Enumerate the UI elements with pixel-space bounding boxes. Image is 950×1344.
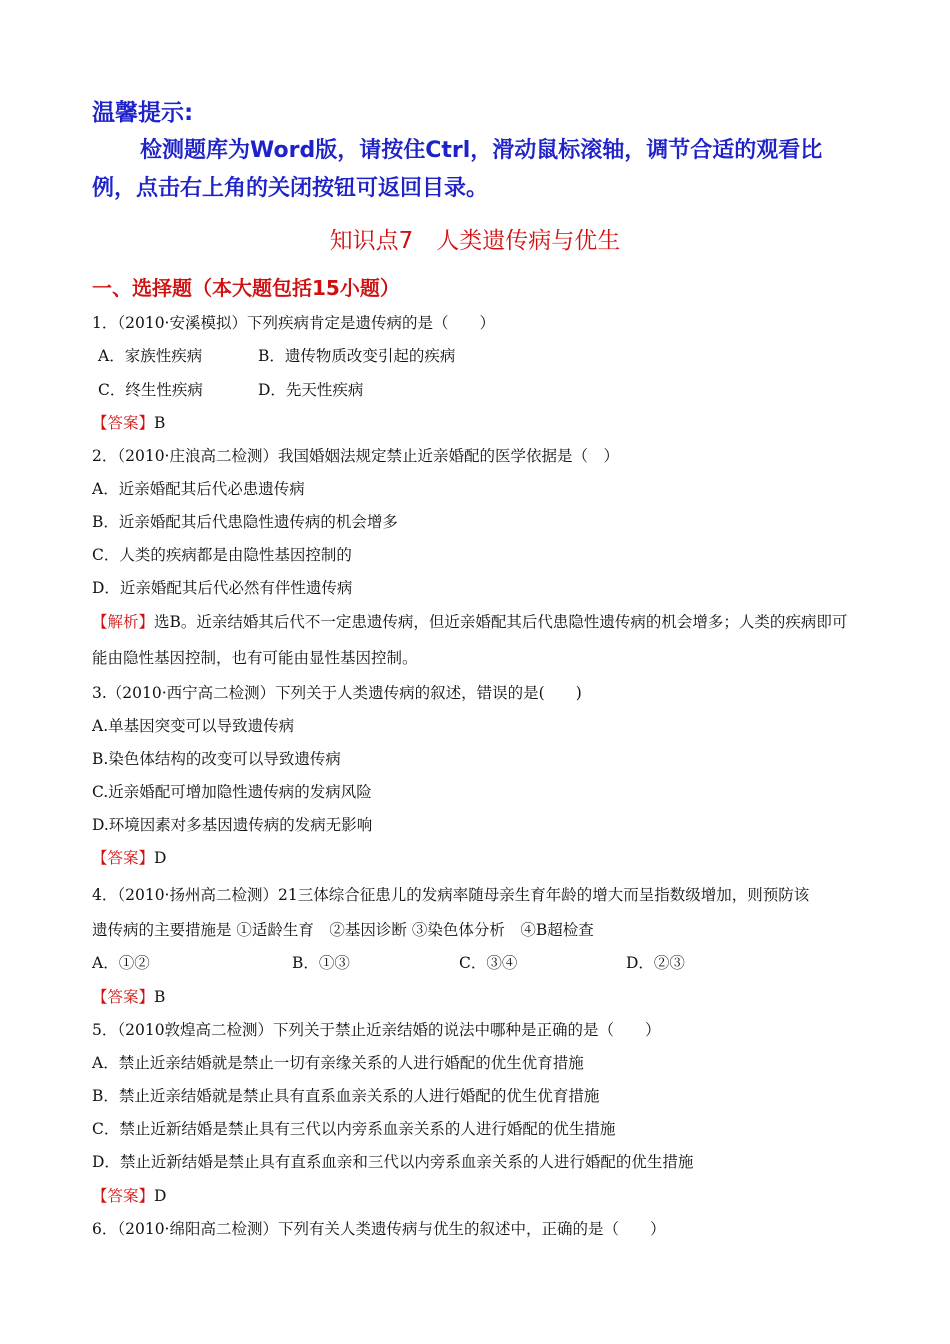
q2-analysis	[92, 604, 862, 676]
q5-stem: 5．（2010敦煌高二检测）下列关于禁止近亲结婚的说法中哪种是正确的是（ ）	[92, 1021, 661, 1039]
topic-title: 知识点7 人类遗传病与优生	[329, 228, 621, 254]
q3-answer	[92, 848, 166, 868]
q4-stem-line1: 4．（2010·扬州高二检测）21三体综合征患儿的发病率随母亲生育年龄的增大而呈指数级增加，则预防该	[92, 886, 810, 904]
q6-stem: 6．（2010·绵阳高二检测）下列有关人类遗传病与优生的叙述中，正确的是（ ）	[92, 1220, 666, 1238]
hint-title: 温馨提示:	[92, 100, 194, 126]
q3-option-c: C.近亲婚配可增加隐性遗传病的发病风险	[92, 783, 372, 801]
hint-body: 检测题库为Word版，请按住Ctrl，滑动鼠标滚轴，调节合适的观看比例，点击右上角的关闭按钮可返回目录。	[92, 138, 823, 201]
analysis-text: 选B。近亲结婚其后代不一定患遗传病，但近亲婚配其后代患隐性遗传病的机会增多；人类的疾病即可能由隐性基因控制，也有可能由显性基因控制。	[92, 613, 848, 667]
q4-option-d: D．②③	[626, 954, 685, 972]
answer-tag: 【答案】	[92, 1187, 155, 1205]
q4-option-b: B．①③	[292, 954, 350, 972]
q1-option-b: B．遗传物质改变引起的疾病	[258, 347, 456, 365]
q2-option-a: A．近亲婚配其后代必患遗传病	[92, 480, 305, 498]
q1-option-c: C．终生性疾病	[98, 381, 203, 399]
answer-tag: 【答案】	[92, 849, 155, 867]
q1-option-d: D．先天性疾病	[258, 381, 364, 399]
q4-answer	[92, 987, 165, 1007]
answer-value: D	[154, 849, 167, 867]
answer-tag: 【答案】	[92, 988, 155, 1006]
q2-option-b: B．近亲婚配其后代患隐性遗传病的机会增多	[92, 513, 398, 531]
q5-answer	[92, 1186, 166, 1206]
q1-options-row1	[98, 346, 455, 366]
q4-options	[92, 953, 685, 973]
q2-stem: 2．（2010·庄浪高二检测）我国婚姻法规定禁止近亲婚配的医学依据是（ ）	[92, 447, 619, 465]
section-title: 一、选择题（本大题包括15小题）	[92, 276, 400, 300]
answer-tag: 【答案】	[92, 414, 155, 432]
q4-option-c: C．③④	[459, 954, 518, 972]
q3-option-a: A.单基因突变可以导致遗传病	[92, 717, 295, 735]
q1-stem: 1．（2010·安溪模拟）下列疾病肯定是遗传病的是（ ）	[92, 314, 495, 332]
q4-stem-line2: 遗传病的主要措施是 ①适龄生育 ②基因诊断 ③染色体分析 ④B超检查	[92, 921, 594, 939]
q1-options-row2	[98, 380, 363, 400]
answer-value: D	[154, 1187, 167, 1205]
q3-option-b: B.染色体结构的改变可以导致遗传病	[92, 750, 341, 768]
analysis-tag: 【解析】	[92, 613, 155, 631]
q5-option-d: D．禁止近新结婚是禁止具有直系血亲和三代以内旁系血亲关系的人进行婚配的优生措施	[92, 1153, 694, 1171]
q5-option-b: B．禁止近亲结婚就是禁止具有直系血亲关系的人进行婚配的优生优育措施	[92, 1087, 600, 1105]
q1-option-a: A．家族性疾病	[98, 347, 203, 365]
q3-stem: 3.（2010·西宁高二检测）下列关于人类遗传病的叙述，错误的是( )	[92, 684, 582, 702]
q2-option-d: D．近亲婚配其后代必然有伴性遗传病	[92, 579, 353, 597]
answer-value: B	[154, 988, 166, 1006]
q5-option-a: A．禁止近亲结婚就是禁止一切有亲缘关系的人进行婚配的优生优育措施	[92, 1054, 584, 1072]
q3-option-d: D.环境因素对多基因遗传病的发病无影响	[92, 816, 373, 834]
q5-option-c: C．禁止近新结婚是禁止具有三代以内旁系血亲关系的人进行婚配的优生措施	[92, 1120, 616, 1138]
q4-option-a: A．①②	[92, 954, 150, 972]
q1-answer	[92, 413, 165, 433]
q2-option-c: C．人类的疾病都是由隐性基因控制的	[92, 546, 352, 564]
answer-value: B	[154, 414, 166, 432]
